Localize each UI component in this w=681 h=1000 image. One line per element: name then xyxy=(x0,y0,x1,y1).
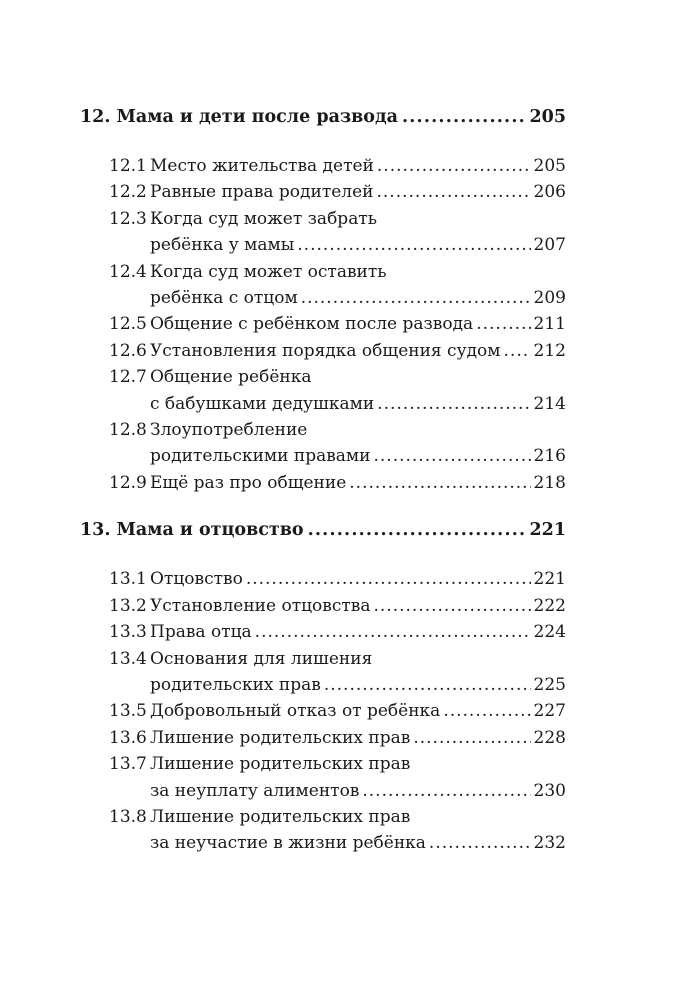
section-title: Добровольный отказ от ребёнка xyxy=(150,701,441,722)
section-number: 12.9 xyxy=(109,472,147,493)
section-title-line-2: родительскими правами xyxy=(150,446,371,467)
section-page-number: 209 xyxy=(533,288,566,309)
section-title-line-2: родительских прав xyxy=(150,674,321,695)
section-title-line-1: Общение ребёнка xyxy=(150,367,312,388)
section-page-number: 214 xyxy=(533,393,566,414)
section-number: 12.7 xyxy=(109,367,147,388)
dot-leader xyxy=(324,672,531,698)
toc-entry[interactable] xyxy=(109,417,566,470)
dot-leader xyxy=(476,311,530,337)
chapter-page-number: 205 xyxy=(529,107,566,127)
dot-leader xyxy=(413,725,530,751)
dot-leader xyxy=(301,285,531,311)
toc-entry[interactable] xyxy=(109,751,566,804)
section-title-line-1: Лишение родительских прав xyxy=(150,754,411,775)
section-title-line-1: Когда суд может оставить xyxy=(150,261,387,282)
section-title: Ещё раз про общение xyxy=(150,472,347,493)
dot-leader xyxy=(443,698,530,724)
dot-leader xyxy=(255,619,531,645)
section-number: 12.5 xyxy=(109,314,147,335)
toc-entry[interactable] xyxy=(109,566,566,592)
dot-leader xyxy=(377,179,531,205)
toc-entry[interactable] xyxy=(109,311,566,337)
section-page-number: 207 xyxy=(533,235,566,256)
dot-leader xyxy=(373,593,530,619)
section-number: 13.5 xyxy=(109,701,147,722)
toc-entry[interactable] xyxy=(109,364,566,417)
chapter-title: 13. Мама и отцовство xyxy=(80,520,304,541)
section-number: 13.1 xyxy=(109,569,147,590)
section-page-number: 205 xyxy=(533,156,566,176)
section-title-line-2: ребёнка у мамы xyxy=(150,235,295,256)
dot-leader xyxy=(377,153,531,179)
dot-leader xyxy=(349,470,530,496)
section-title: Общение с ребёнком после развода xyxy=(150,314,474,335)
chapter-title: 12. Мама и дети после развода xyxy=(80,107,398,127)
section-list xyxy=(80,153,566,496)
section-number: 12.2 xyxy=(109,182,147,203)
section-page-number: 227 xyxy=(533,701,566,722)
section-page-number: 230 xyxy=(533,780,566,801)
section-title-line-1: Лишение родительских прав xyxy=(150,806,411,827)
section-number: 13.4 xyxy=(109,648,147,669)
section-number: 13.8 xyxy=(109,806,147,827)
section-title: Установление отцовства xyxy=(150,595,371,616)
toc-entry[interactable] xyxy=(109,698,566,724)
section-title: Равные права родителей xyxy=(150,182,374,203)
dot-leader xyxy=(246,566,531,592)
section-page-number: 221 xyxy=(533,569,566,590)
section-title-line-1: Основания для лишения xyxy=(150,648,373,669)
section-number: 12.3 xyxy=(109,208,147,229)
section-title-line-2: ребёнка с отцом xyxy=(150,288,298,309)
toc-entry[interactable] xyxy=(109,646,566,699)
toc-entry[interactable] xyxy=(109,725,566,751)
toc-entry[interactable] xyxy=(109,338,566,364)
section-title-line-2: за неучастие в жизни ребёнка xyxy=(150,833,426,854)
section-title-line-1: Когда суд может забрать xyxy=(150,208,377,229)
section-page-number: 225 xyxy=(533,674,566,695)
section-title-line-2: с бабушками дедушками xyxy=(150,393,375,414)
section-number: 12.1 xyxy=(109,156,147,176)
section-page-number: 228 xyxy=(533,727,566,748)
section-page-number: 224 xyxy=(533,622,566,643)
section-page-number: 222 xyxy=(533,595,566,616)
table-of-contents xyxy=(80,103,566,857)
section-number: 12.8 xyxy=(109,420,147,441)
toc-entry[interactable] xyxy=(109,470,566,496)
section-number: 12.4 xyxy=(109,261,147,282)
section-list xyxy=(80,566,566,856)
section-title: Место жительства детей xyxy=(150,156,374,176)
section-page-number: 211 xyxy=(533,314,566,335)
dot-leader xyxy=(297,232,530,258)
dot-leader xyxy=(429,830,531,856)
section-title-line-1: Злоупотребление xyxy=(150,420,308,441)
toc-entry[interactable] xyxy=(109,179,566,205)
section-title: Отцовство xyxy=(150,569,243,590)
section-number: 12.6 xyxy=(109,340,147,361)
toc-entry[interactable] xyxy=(109,206,566,259)
section-title: Лишение родительских прав xyxy=(150,727,411,748)
dot-leader xyxy=(373,443,530,469)
dot-leader xyxy=(377,391,530,417)
section-number: 13.2 xyxy=(109,595,147,616)
section-page-number: 216 xyxy=(533,446,566,467)
dot-leader xyxy=(362,778,530,804)
toc-entry[interactable] xyxy=(109,259,566,312)
section-title: Установления порядка общения судом xyxy=(150,340,501,361)
chapter-heading[interactable] xyxy=(80,103,566,131)
section-title: Права отца xyxy=(150,622,252,643)
section-page-number: 206 xyxy=(533,182,566,203)
toc-entry[interactable] xyxy=(109,804,566,857)
section-page-number: 212 xyxy=(533,340,566,361)
chapter-page-number: 221 xyxy=(529,520,566,541)
dot-leader xyxy=(308,516,526,544)
toc-entry[interactable] xyxy=(109,593,566,619)
chapter-heading[interactable] xyxy=(80,516,566,544)
section-page-number: 218 xyxy=(533,472,566,493)
section-page-number: 232 xyxy=(533,833,566,854)
section-number: 13.7 xyxy=(109,754,147,775)
toc-entry[interactable] xyxy=(109,153,566,179)
dot-leader xyxy=(504,338,531,364)
section-number: 13.3 xyxy=(109,622,147,643)
section-title-line-2: за неуплату алиментов xyxy=(150,780,360,801)
dot-leader xyxy=(402,103,526,131)
section-number: 13.6 xyxy=(109,727,147,748)
toc-entry[interactable] xyxy=(109,619,566,645)
